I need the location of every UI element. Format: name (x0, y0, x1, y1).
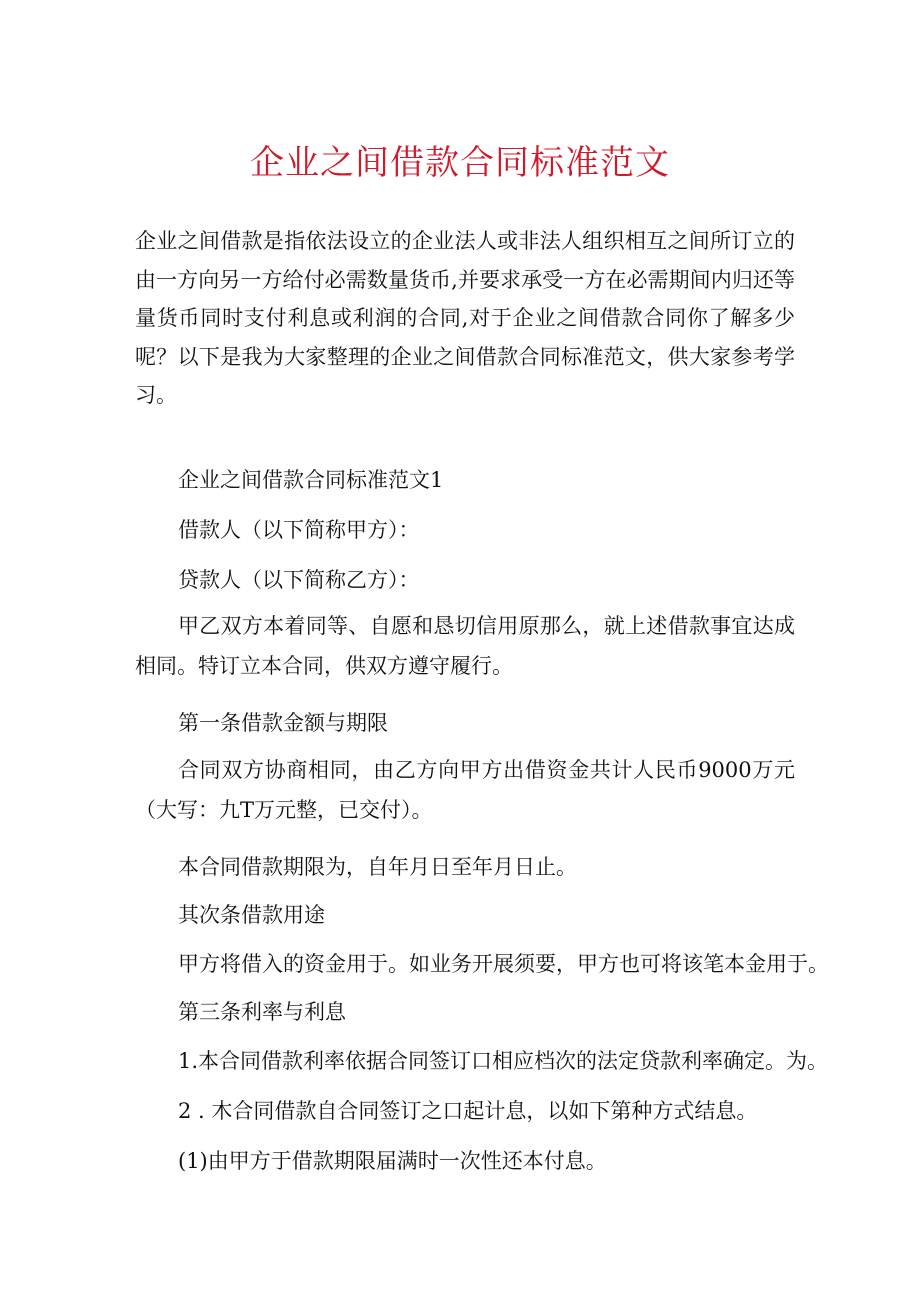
article-3-option-1: (1)由甲方于借款期限届满时一次性还本付息。 (178, 1149, 607, 1173)
article-3-rate: 1.本合同借款利率依据合同签订口相应档次的法定贷款利率确定。为。 (178, 1049, 829, 1073)
contract-heading: 企业之间借款合同标准范文1 (178, 468, 444, 492)
intro-paragraph: 企业之间借款是指依法设立的企业法人或非法人组织相互之间所订立的由一方向另一方给付必需数量货币,并要求承受一方在必需期间内归还等量货币同时支付利息或利润的合同,对于企业之间借款合同你了解多少呢？以下是我为大家整理的企业之间借款合同标准范文，供大家参考学习。 (135, 229, 795, 407)
article-3-heading: 第三条利率与利息 (178, 1000, 346, 1024)
article-1-heading: 第一条借款金额与期限 (178, 711, 388, 735)
article-1-amount: 合同双方协商相同，由乙方向甲方出借资金共计人民币9000万元（大写：九T万元整，已交付）。 (135, 758, 795, 822)
article-2-purpose: 甲方将借入的资金用于。如业务开展须要，甲方也可将该笔本金用于。 (178, 952, 829, 976)
lender-line: 贷款人（以下简称乙方）： (178, 568, 420, 592)
borrower-line: 借款人（以下简称甲方）： (178, 518, 420, 542)
preamble-paragraph: 甲乙双方本着同等、自愿和恳切信用原那么，就上述借款事宜达成相同。特订立本合同，供双方遵守履行。 (135, 614, 795, 678)
page-title: 企业之间借款合同标准范文 (250, 143, 670, 183)
article-1-term: 本合同借款期限为，自年月日至年月日止。 (178, 855, 577, 879)
article-3-interest: 2 . 木合同借款自合同签订之口起计息，以如下第种方式结息。 (178, 1099, 758, 1123)
article-2-heading: 其次条借款用途 (178, 903, 325, 927)
